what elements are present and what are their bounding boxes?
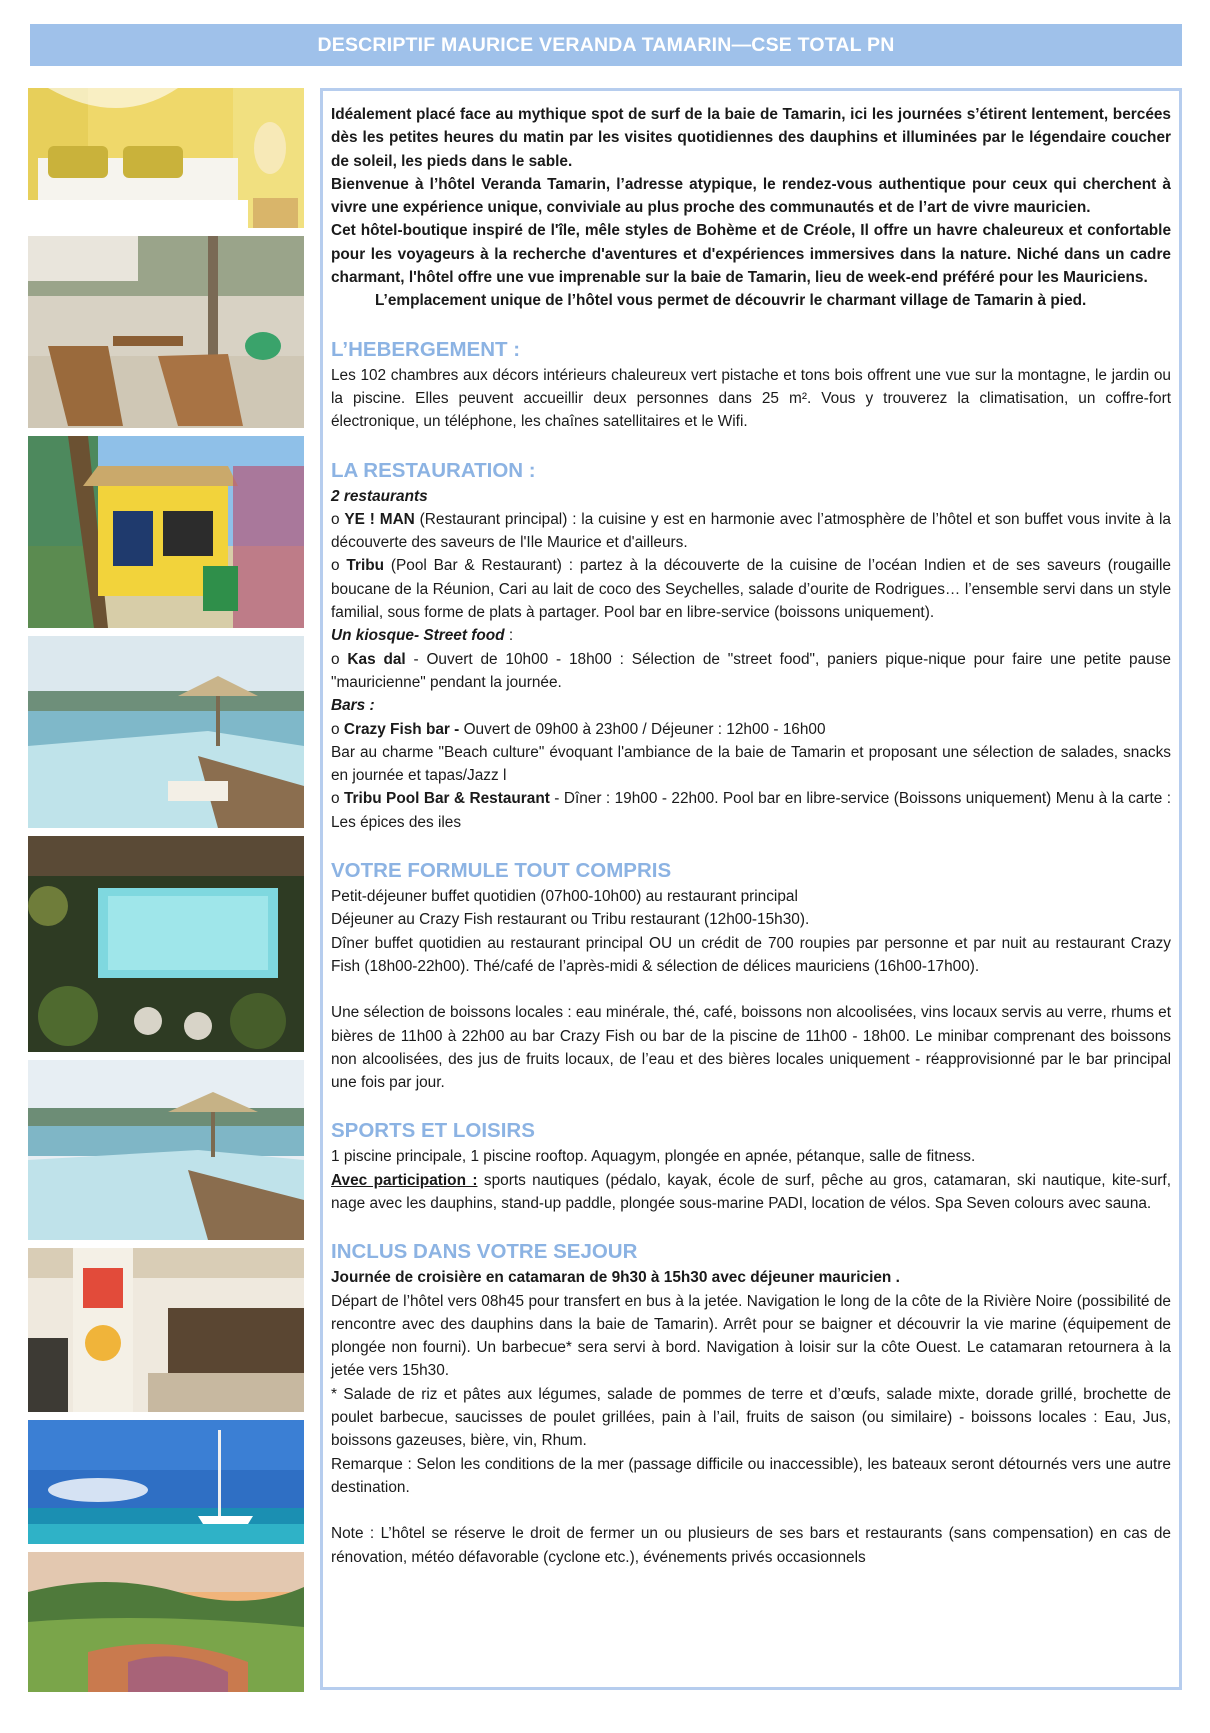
- tribu-name: Tribu: [346, 557, 385, 575]
- formule-heading: VOTRE FORMULE TOUT COMPRIS: [331, 859, 672, 883]
- intro-section: [331, 103, 1171, 313]
- tribu-pool-description: - Dîner : 19h00 - 22h00. Pool bar en libre-service (Boissons uniquement) Menu à la carte : Les épices des iles: [331, 790, 1171, 831]
- hebergement-heading: L’HEBERGEMENT :: [331, 337, 521, 361]
- kasdal-name: Kas dal: [347, 650, 406, 668]
- crazy-fish-name: Crazy Fish bar -: [343, 720, 460, 738]
- photo-aerial-pool: [28, 836, 304, 1052]
- kiosque-kasdal: o Kas dal - Ouvert de 10h00 - 18h00 : Sélection de "street food", paniers pique-nique pour faire une petite pause "mauricienne" pendant la journée.: [331, 650, 1171, 691]
- tribu-pool-name: Tribu Pool Bar & Restaurant: [344, 790, 550, 808]
- photo-restaurant: [28, 1248, 304, 1412]
- yeman-name: YE ! MAN: [344, 510, 415, 528]
- sports-line-1: 1 piscine principale, 1 piscine rooftop. Aquagym, plongée en apnée, pétanque, salle de fitness.: [331, 1148, 976, 1166]
- croisiere-depart: Départ de l’hôtel vers 08h45 pour transfert en bus à la jetée. Navigation le long de la côte de la Rivière Noire (possibilité de rencontre avec des dauphins dans la baie de Tamarin). Arrêt pour se baigner et découvrir la vie marine (équipement de plongée non fourni). Un barbecue* sera servi à bord. Navigation à loisir sur la côte Ouest. Le catamaran retournera à la jetée vers 15h30.: [331, 1292, 1171, 1380]
- formule-line-2: Déjeuner au Crazy Fish restaurant ou Tribu restaurant (12h00-15h30).: [331, 911, 810, 929]
- tribu-description: (Pool Bar & Restaurant) : partez à la découverte de la cuisine de l’océan Indien et de ses saveurs (rougaille boucane de la Réunion, Cari au lait de coco des Seychelles, salade d’ourite de Rodrigues… l’ensemble servi dans un style familial, sous forme de plats à partager. Pool bar en libre-service (boissons uniquement).: [331, 557, 1171, 622]
- sports-heading: SPORTS ET LOISIRS: [331, 1119, 535, 1143]
- page-title: DESCRIPTIF MAURICE VERANDA TAMARIN—CSE TOTAL PN: [317, 33, 895, 56]
- bar-tribu-pool: o Tribu Pool Bar & Restaurant - Dîner : 19h00 - 22h00. Pool bar en libre-service (Boissons uniquement) Menu à la carte : Les épices des iles: [331, 790, 1171, 831]
- restaurants-subheading: 2 restaurants: [331, 487, 428, 505]
- intro-paragraph-1: Idéalement placé face au mythique spot de surf de la baie de Tamarin, ici les journées s’étirent lentement, bercées dès les petites heures du matin par les visites quotidiennes des dauphins et illuminées par le légendaire coucher de soleil, les pieds dans le sable.: [331, 106, 1171, 170]
- hebergement-section: [331, 336, 1171, 434]
- hotel-note: Note : L’hôtel se réserve le droit de fermer un ou plusieurs de ses bars et restaurants (sans compensation) en cas de rénovation, météo défavorable (cyclone etc.), événements privés occasionnels: [331, 1525, 1171, 1566]
- photo-terrace: [28, 236, 304, 428]
- inclus-heading: INCLUS DANS VOTRE SEJOUR: [331, 1240, 638, 1264]
- formule-line-4: Une sélection de boissons locales : eau minérale, thé, café, boissons non alcoolisées, vins locaux servis au verre, rhums et bières de 11h00 à 22h00 au bar Crazy Fish ou bar de la piscine de 11h00 - 18h00. Le minibar comprenant des boissons non alcoolisées, des jus de fruits locaux, de l’eau et des bières locales uniquement - réapprovisionné par le bar principal une fois par jour.: [331, 1004, 1171, 1092]
- kasdal-description: - Ouvert de 10h00 - 18h00 : Sélection de "street food", paniers pique-nique pour faire une petite pause "mauricienne" pendant la journée.: [331, 650, 1171, 691]
- croisiere-title: Journée de croisière en catamaran de 9h30 à 15h30 avec déjeuner mauricien .: [331, 1269, 900, 1287]
- bars-subheading: Bars :: [331, 697, 375, 715]
- bar-crazy-fish: o Crazy Fish bar - Ouvert de 09h00 à 23h00 / Déjeuner : 12h00 - 16h00: [331, 720, 826, 738]
- inclus-section: [331, 1238, 1171, 1569]
- photo-pool-2: [28, 1060, 304, 1240]
- formule-line-1: Petit-déjeuner buffet quotidien (07h00-10h00) au restaurant principal: [331, 888, 798, 906]
- sports-participation: [331, 1169, 1171, 1216]
- kiosque-subheading: Un kiosque- Street food: [331, 627, 505, 645]
- participation-label: Avec participation :: [331, 1171, 478, 1189]
- intro-paragraph-4: L’emplacement unique de l’hôtel vous permet de découvrir le charmant village de Tamarin à pied.: [375, 292, 1087, 310]
- restauration-heading: LA RESTAURATION :: [331, 458, 536, 482]
- photo-catamaran: [28, 1420, 304, 1544]
- formule-section: [331, 857, 1171, 1094]
- hebergement-text: Les 102 chambres aux décors intérieurs chaleureux vert pistache et tons bois offrent une vue sur la montagne, le jardin ou la piscine. Elles peuvent accueillir deux personnes dans 25 m². Vous y trouverez la climatisation, un coffre-fort électronique, un téléphone, les chaînes satellitaires et le Wifi.: [331, 366, 1171, 431]
- yeman-description: (Restaurant principal) : la cuisine y est en harmonie avec l’atmosphère de l’hôtel et son buffet vous invite à la découverte des saveurs de l'Ile Maurice et d'ailleurs.: [331, 510, 1171, 552]
- page-banner: [30, 24, 1182, 66]
- crazy-fish-hours: Ouvert de 09h00 à 23h00 / Déjeuner : 12h00 - 16h00: [459, 720, 826, 738]
- content-frame: [320, 88, 1182, 1690]
- photo-pool: [28, 636, 304, 828]
- photo-bedroom: [28, 88, 304, 228]
- crazy-fish-description: Bar au charme "Beach culture" évoquant l'ambiance de la baie de Tamarin et proposant une sélection de salades, snacks en journée et tapas/Jazz l: [331, 743, 1171, 785]
- restauration-section: LA RESTAURATION : 2 restaurants o YE ! MAN (Restaurant principal) : la cuisine y est en harmonie avec l’atmosphère de l’hôtel et son buffet vous invite à la découverte des saveurs de l'Ile Maurice et d'ailleurs. o Tribu (Pool Bar & Restaurant) : partez à la découverte de la cuisine de l’océan Indien et de ses saveurs (rougaille boucane de la Réunion, Cari au lait de coco des Seychelles, salade d’ourite de Rodrigues… l’ensemble servi dans un style familial, sous forme de plats à partager. Pool bar en libre-service (boissons uniquement). Un kiosque- Street food : o Kas dal - Ouvert de 10h00 - 18h00 : Sélection de "street food", paniers pique-nique pour faire une petite pause "mauricienne" pendant la journée. Bars : o Crazy Fish bar - Ouvert de 09h00 à 23h00 / Déjeuner : 12h00 - 16h00 Bar au charme "Beach culture" évoquant l'ambiance de la baie de Tamarin et proposant une sélection de salades, snacks en journée et tapas/Jazz l o Tribu Pool Bar & Restaurant - Dîner : 19h00 - 22h00. Pool bar en libre-service (Boissons uniquement) Menu à la carte : Les épices des iles: [331, 457, 1171, 834]
- intro-paragraph-2: Bienvenue à l’hôtel Veranda Tamarin, l’adresse atypique, le rendez-vous authentique pour ceux qui cherchent à vivre une expérience unique, conviviale au plus proche des communautés et de l’art de vivre mauricien.: [331, 175, 1171, 217]
- photo-kiosk: [28, 436, 304, 628]
- formule-line-3: Dîner buffet quotidien au restaurant principal OU un crédit de 700 roupies par personne et par nuit au restaurant Crazy Fish (18h00-22h00). Thé/café de l’après-midi & sélection de délices mauriciens (16h00-17h00).: [331, 934, 1171, 975]
- photo-landscape: [28, 1552, 304, 1692]
- croisiere-menu: * Salade de riz et pâtes aux légumes, salade de pommes de terre et d’œufs, salade mixte, dorade grillé, brochette de poulet barbecue, saucisses de poulet grillées, pain à l’ail, fruits de saison (ou similaire) - boissons locales : Eau, Jus, boissons gazeuses, bière, vin, Rhum.: [331, 1385, 1171, 1450]
- restaurant-yeman: o YE ! MAN (Restaurant principal) : la cuisine y est en harmonie avec l’atmosphère de l’hôtel et son buffet vous invite à la découverte des saveurs de l'Ile Maurice et d'ailleurs.: [331, 510, 1171, 552]
- participation-text: sports nautiques (pédalo, kayak, école de surf, pêche au gros, catamaran, ski nautique, kite-surf, nage avec les dauphins, stand-up paddle, plongée sous-marine PADI, location de vélos. Spa Seven colours avec sauna.: [331, 1171, 1171, 1212]
- restaurant-tribu: o Tribu (Pool Bar & Restaurant) : partez à la découverte de la cuisine de l’océan Indien et de ses saveurs (rougaille boucane de la Réunion, Cari au lait de coco des Seychelles, salade d’ourite de Rodrigues… l’ensemble servi dans un style familial, sous forme de plats à partager. Pool bar en libre-service (boissons uniquement).: [331, 557, 1171, 622]
- intro-paragraph-3: Cet hôtel-boutique inspiré de l'île, mêle styles de Bohème et de Créole, Il offre un havre chaleureux et confortable pour les voyageurs à la recherche d'aventures et d'expériences immersives dans la nature. Niché dans un cadre charmant, l'hôtel offre une vue imprenable sur la baie de Tamarin, lieu de week-end préféré pour les Mauriciens.: [331, 222, 1171, 287]
- croisiere-remarque: Remarque : Selon les conditions de la mer (passage difficile ou inaccessible), les bateaux seront détournés vers une autre destination.: [331, 1455, 1171, 1496]
- sports-section: [331, 1117, 1171, 1215]
